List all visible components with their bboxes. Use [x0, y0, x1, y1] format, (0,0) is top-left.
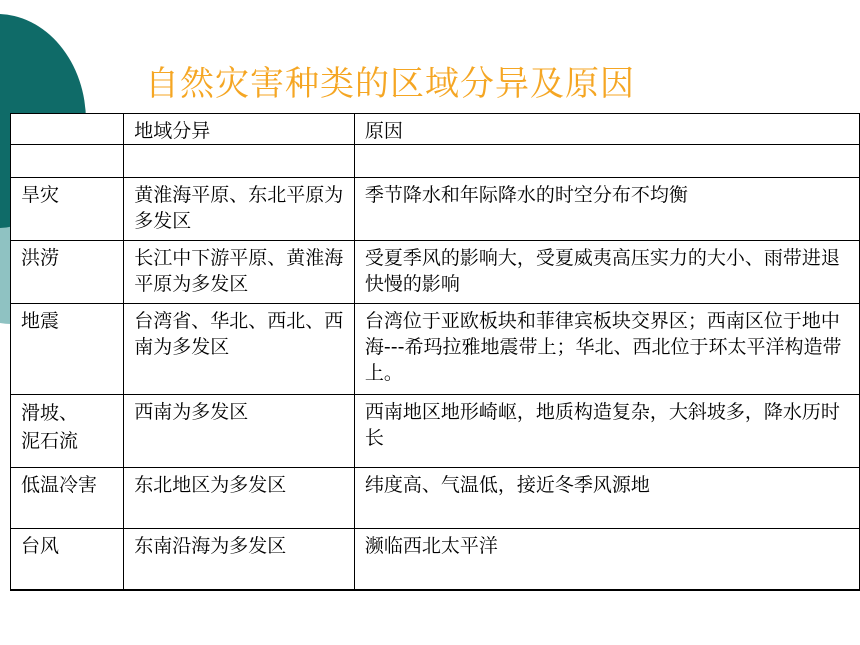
- disaster-table: [10, 113, 860, 591]
- region-cell: 台湾省、华北、西北、西南为多发区: [124, 304, 355, 395]
- table-row: [11, 529, 860, 591]
- disaster-type-cell: 旱灾: [11, 178, 124, 241]
- reason-cell: 受夏季风的影响大，受夏威夷高压实力的大小、雨带进退快慢的影响: [354, 241, 859, 304]
- region-cell: 长江中下游平原、黄淮海平原为多发区: [124, 241, 355, 304]
- slide-title: 自然灾害种类的区域分异及原因: [145, 64, 635, 104]
- spacer-cell: [11, 145, 124, 178]
- region-cell: 黄淮海平原、东北平原为多发区: [124, 178, 355, 241]
- table-row: [11, 178, 860, 241]
- header-cell-reason: 原因: [354, 114, 859, 145]
- spacer-cell: [124, 145, 355, 178]
- table-row: [11, 241, 860, 304]
- header-cell-type: [11, 114, 124, 145]
- table-row: [11, 468, 860, 529]
- disaster-type-cell: 洪涝: [11, 241, 124, 304]
- spacer-cell: [354, 145, 859, 178]
- header-cell-region: 地域分异: [124, 114, 355, 145]
- disaster-type-cell: 台风: [11, 529, 124, 591]
- reason-cell: 台湾位于亚欧板块和菲律宾板块交界区；西南区位于地中海---希玛拉雅地震带上；华北、西北位于环太平洋构造带上。: [354, 304, 859, 395]
- disaster-type-cell: 滑坡、 泥石流: [11, 395, 124, 468]
- region-cell: 东南沿海为多发区: [124, 529, 355, 591]
- region-cell: 西南为多发区: [124, 395, 355, 468]
- reason-cell: 西南地区地形崎岖，地质构造复杂，大斜坡多，降水历时长: [354, 395, 859, 468]
- table-spacer-row: [11, 145, 860, 178]
- reason-cell: 纬度高、气温低，接近冬季风源地: [354, 468, 859, 529]
- table-row: [11, 304, 860, 395]
- reason-cell: 濒临西北太平洋: [354, 529, 859, 591]
- region-cell: 东北地区为多发区: [124, 468, 355, 529]
- reason-cell: 季节降水和年际降水的时空分布不均衡: [354, 178, 859, 241]
- disaster-type-cell: 低温冷害: [11, 468, 124, 529]
- table-row: [11, 395, 860, 468]
- disaster-type-cell: 地震: [11, 304, 124, 395]
- table-header-row: [11, 114, 860, 145]
